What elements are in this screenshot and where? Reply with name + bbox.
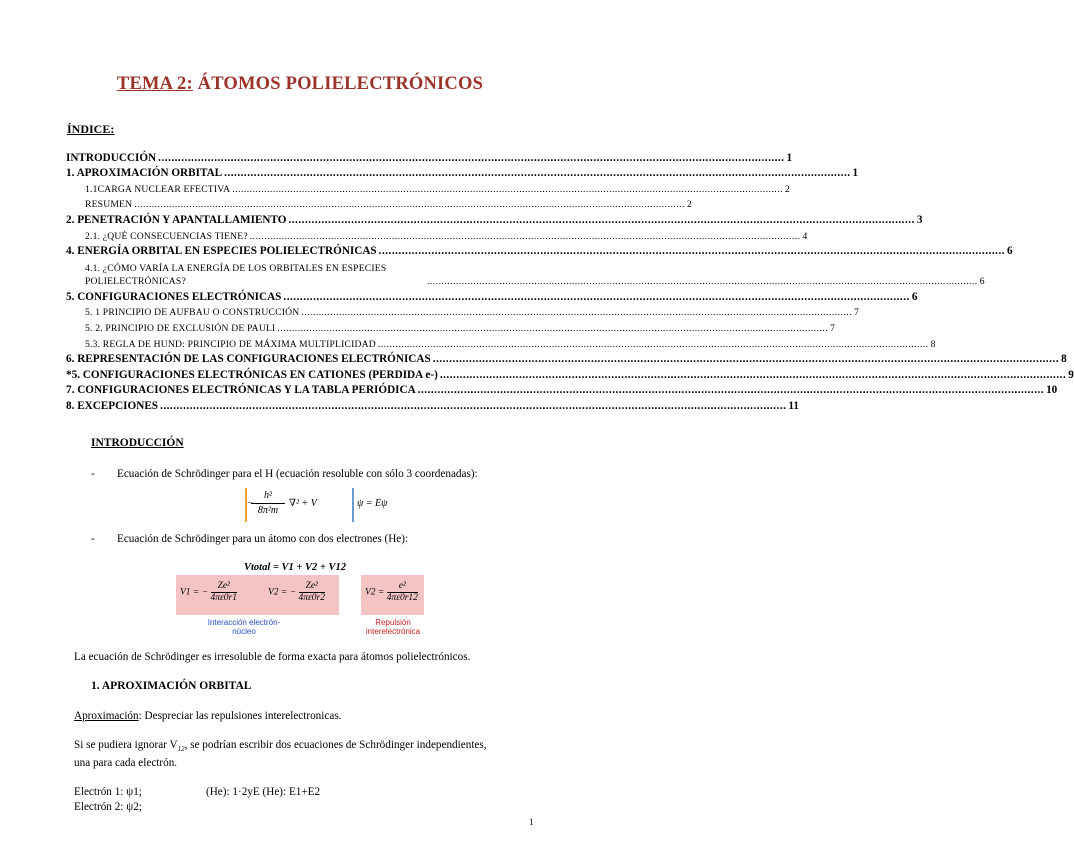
conclusion-paragraph: La ecuación de Schrödinger es irresoluble de forma exacta para átomos polielectrónicos. bbox=[74, 651, 471, 663]
toc-leader-dots: .............................................................................................................................................................................................. bbox=[432, 353, 1060, 366]
toc-entry[interactable] bbox=[66, 165, 859, 181]
vtotal-equation: Vtotal = V1 + V2 + V12 bbox=[244, 562, 346, 573]
v12-num: e² bbox=[398, 581, 406, 591]
repulsion-panel bbox=[361, 575, 424, 615]
v2-den: 4πε0r2 bbox=[298, 593, 325, 603]
bullet-hydrogen-text: Ecuación de Schrödinger para el H (ecuación resoluble con sólo 3 coordenadas): bbox=[117, 468, 478, 480]
caption-electron-nucleus: Interacción electrón-núcleo bbox=[207, 618, 281, 636]
toc-entry-label: *5. CONFIGURACIONES ELECTRÓNICAS EN CATIONES (PERDIDA e-) bbox=[66, 368, 438, 381]
bullet-helium bbox=[91, 533, 408, 545]
toc-entry[interactable] bbox=[66, 304, 860, 320]
toc-entry-page: 11 bbox=[788, 399, 799, 412]
toc-entry-page: 8 bbox=[930, 338, 936, 350]
bullet-dash: - bbox=[91, 468, 95, 480]
toc-entry-label: 5. 1 PRINCIPIO DE AUFBAU O CONSTRUCCIÓN bbox=[85, 307, 300, 319]
toc-entry[interactable] bbox=[66, 196, 692, 212]
toc-leader-dots: .............................................................................................................................................................................................. bbox=[134, 199, 685, 211]
toc-entry[interactable] bbox=[66, 258, 985, 288]
toc-entry-label: 5.3. REGLA DE HUND: PRINCIPIO DE MÁXIMA MULTIPLICIDAD bbox=[85, 338, 376, 350]
toc-leader-dots: .............................................................................................................................................................................................. bbox=[439, 368, 1067, 381]
toc-entry[interactable] bbox=[66, 319, 836, 335]
toc-entry-label: 1.1CARGA NUCLEAR EFECTIVA bbox=[85, 183, 231, 195]
toc-entry-label: 2.1. ¿QUÉ CONSECUENCIAS TIENE? bbox=[85, 230, 248, 242]
toc-entry[interactable] bbox=[66, 211, 923, 227]
bullet-helium-text: Ecuación de Schrödinger para un átomo con dos electrones (He): bbox=[117, 533, 409, 545]
toc-entry[interactable] bbox=[66, 351, 1067, 367]
toc-entry-page: 10 bbox=[1046, 384, 1058, 397]
toc-entry[interactable] bbox=[66, 335, 936, 351]
toc-leader-dots: .............................................................................................................................................................................................. bbox=[283, 290, 910, 303]
toc-entry-page: 9 bbox=[1068, 368, 1074, 381]
toc-leader-dots: .............................................................................................................................................................................................. bbox=[249, 230, 801, 242]
toc-entry[interactable] bbox=[66, 149, 793, 165]
v12-fraction bbox=[387, 581, 418, 604]
schrodinger-equation-h bbox=[245, 488, 388, 522]
v12-formula bbox=[365, 581, 418, 604]
eq-den: 8π²m bbox=[257, 505, 279, 516]
v1-den: 4πε0r1 bbox=[210, 593, 237, 603]
title-tema: TEMA 2: bbox=[116, 74, 193, 94]
v12-lhs: V2 = bbox=[365, 587, 385, 598]
toc-entry-label: 4. ENERGÍA ORBITAL EN ESPECIES POLIELECTRÓNICAS bbox=[66, 245, 377, 258]
toc-leader-dots: .............................................................................................................................................................................................. bbox=[224, 167, 851, 180]
electron2-line: Electrón 2: ψ2; bbox=[74, 801, 142, 813]
electron1-line: Electrón 1: ψ1; bbox=[74, 786, 142, 798]
toc-entry[interactable] bbox=[66, 382, 1058, 398]
v1-fraction bbox=[211, 581, 237, 604]
toc-leader-dots: .............................................................................................................................................................................................. bbox=[417, 384, 1045, 397]
toc-entry-page: 6 bbox=[979, 276, 985, 288]
approximation-label: Aproximación bbox=[74, 710, 139, 722]
v1-formula bbox=[180, 581, 237, 604]
approximation-text: : Despreciar las repulsiones interelectronicas. bbox=[138, 710, 342, 722]
intro-heading: INTRODUCCIÓN bbox=[91, 437, 184, 449]
v2-num: Ze² bbox=[305, 581, 318, 591]
ignore-v12-paragraph bbox=[74, 739, 487, 753]
eq-num: h² bbox=[264, 490, 272, 501]
toc-entry-label: RESUMEN bbox=[85, 199, 133, 211]
toc-leader-dots: .............................................................................................................................................................................................. bbox=[160, 399, 787, 412]
v2-lhs: V2 = − bbox=[268, 587, 297, 598]
v12-den: 4πε0r12 bbox=[386, 593, 418, 603]
toc-entry-label: 7. CONFIGURACIONES ELECTRÓNICAS Y LA TABLA PERIÓDICA bbox=[66, 384, 416, 397]
toc-entry-label: 4.1. ¿CÓMO VARÍA LA ENERGÍA DE LOS ORBITALES EN ESPECIES POLIELECTRÓNICAS? bbox=[85, 263, 387, 288]
toc-entry-page: 1 bbox=[786, 151, 793, 164]
v1-num: Ze² bbox=[217, 581, 230, 591]
toc-entry-label: 5. CONFIGURACIONES ELECTRÓNICAS bbox=[66, 290, 282, 303]
title-rest: ÁTOMOS POLIELECTRÓNICOS bbox=[192, 74, 484, 94]
v1-lhs: V1 = − bbox=[180, 587, 209, 598]
bullet-hydrogen bbox=[91, 468, 478, 480]
fraction-bar bbox=[251, 503, 285, 504]
eq-rhs: ψ = Eψ bbox=[357, 498, 388, 509]
one-per-electron: una para cada electrón. bbox=[74, 757, 178, 769]
toc-entry-page: 8 bbox=[1061, 353, 1067, 366]
toc-entry-page: 6 bbox=[1007, 245, 1013, 258]
toc-entry-label: 2. PENETRACIÓN Y APANTALLAMIENTO bbox=[66, 213, 287, 226]
page-number: 1 bbox=[529, 817, 534, 827]
toc-entry[interactable] bbox=[66, 227, 808, 243]
v2-formula bbox=[268, 581, 325, 604]
toc-entry[interactable] bbox=[66, 243, 1013, 259]
toc-entry-label: 1. APROXIMACIÓN ORBITAL bbox=[66, 167, 223, 180]
toc-entry[interactable] bbox=[66, 366, 1074, 382]
toc-leader-dots: .............................................................................................................................................................................................. bbox=[158, 151, 785, 164]
section1-heading: 1. APROXIMACIÓN ORBITAL bbox=[91, 680, 252, 692]
toc-entry-page: 3 bbox=[916, 213, 923, 226]
v2-fraction bbox=[299, 581, 325, 604]
toc-leader-dots: .............................................................................................................................................................................................. bbox=[378, 245, 1006, 258]
toc-entry-page: 1 bbox=[852, 167, 859, 180]
toc-entry-label: 5. 2. PRINCIPIO DE EXCLUSIÓN DE PAULI bbox=[85, 322, 276, 334]
eq-mid: ∇² + V bbox=[289, 498, 317, 509]
toc-entry-label: 8. EXCEPCIONES bbox=[66, 399, 159, 412]
toc-entry-label: INTRODUCCIÓN bbox=[66, 151, 157, 164]
table-of-contents bbox=[66, 149, 1074, 413]
toc-entry-page: 7 bbox=[854, 307, 860, 319]
toc-leader-dots: .............................................................................................................................................................................................. bbox=[427, 276, 978, 288]
index-heading: ÍNDICE: bbox=[67, 122, 115, 136]
toc-entry[interactable] bbox=[66, 397, 799, 413]
toc-leader-dots: .............................................................................................................................................................................................. bbox=[377, 338, 929, 350]
helium-energy-line: (He): 1·2yE (He): E1+E2 bbox=[206, 786, 321, 798]
approximation-paragraph bbox=[74, 710, 341, 722]
toc-entry-page: 6 bbox=[911, 290, 918, 303]
ignore-v12-text: Si se pudiera ignorar V bbox=[74, 739, 178, 751]
toc-leader-dots: .............................................................................................................................................................................................. bbox=[288, 213, 915, 226]
toc-entry-page: 2 bbox=[686, 199, 692, 211]
toc-leader-dots: .............................................................................................................................................................................................. bbox=[277, 322, 829, 334]
toc-leader-dots: .............................................................................................................................................................................................. bbox=[232, 183, 783, 195]
eq-fraction: − h² 8π²m bbox=[251, 490, 285, 517]
ignore-v12-text-rest: , se podrían escribir dos ecuaciones de Schrödinger independientes, bbox=[184, 739, 487, 751]
bullet-dash: - bbox=[91, 533, 95, 545]
toc-entry[interactable] bbox=[66, 288, 918, 304]
toc-entry[interactable] bbox=[66, 180, 790, 196]
v12-subscript: 12 bbox=[177, 745, 185, 754]
electron-nucleus-panel bbox=[176, 575, 339, 615]
caption-repulsion: Repulsión interelectrónica bbox=[365, 618, 421, 636]
toc-entry-page: 2 bbox=[784, 183, 790, 195]
page-title bbox=[0, 74, 600, 95]
toc-entry-label: 6. REPRESENTACIÓN DE LAS CONFIGURACIONES ELECTRÓNICAS bbox=[66, 353, 431, 366]
toc-entry-page: 4 bbox=[802, 230, 808, 242]
toc-leader-dots: .............................................................................................................................................................................................. bbox=[301, 307, 853, 319]
toc-entry-page: 7 bbox=[830, 322, 836, 334]
